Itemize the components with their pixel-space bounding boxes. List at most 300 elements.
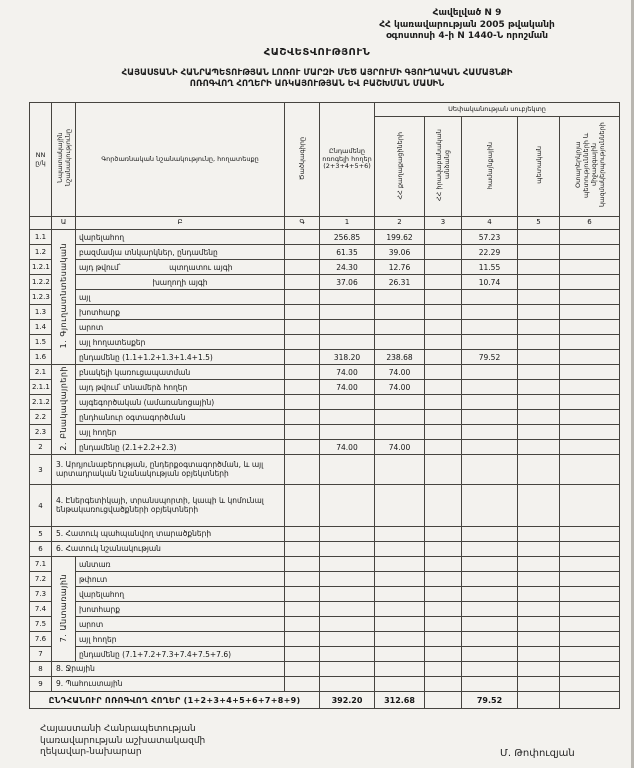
column-letter: 6 <box>560 217 620 230</box>
value-cell <box>560 602 620 617</box>
value-cell <box>425 335 462 350</box>
col-header-code: Ծածկագիրը <box>285 103 320 217</box>
column-letter <box>30 217 52 230</box>
table-body <box>30 230 620 709</box>
value-cell <box>425 290 462 305</box>
column-letter: 1 <box>320 217 375 230</box>
value-cell <box>425 395 462 410</box>
code-cell <box>285 290 320 305</box>
value-cell: 57.23 <box>462 230 518 245</box>
row-label: այլ հողեր <box>76 632 285 647</box>
value-cell <box>425 542 462 557</box>
value-cell: 74.00 <box>375 380 425 395</box>
row-number: 2.3 <box>30 425 52 440</box>
value-cell <box>518 380 560 395</box>
value-cell <box>560 335 620 350</box>
value-cell <box>560 572 620 587</box>
table-row <box>30 230 620 245</box>
table-row <box>30 485 620 527</box>
value-cell <box>560 230 620 245</box>
code-cell <box>285 527 320 542</box>
col-header-functional: Գործառնական նշանակությունը, հողատեսքը <box>76 103 285 217</box>
value-cell: 392.20 <box>320 692 375 709</box>
column-letters-row <box>30 217 620 230</box>
value-cell <box>560 632 620 647</box>
value-cell <box>320 587 375 602</box>
code-cell <box>285 485 320 527</box>
table-row <box>30 647 620 662</box>
value-cell <box>518 245 560 260</box>
signature-name: Մ. Թոփուզյան <box>500 748 575 759</box>
value-cell <box>518 602 560 617</box>
code-cell <box>285 380 320 395</box>
code-cell <box>285 572 320 587</box>
value-cell: 74.00 <box>375 440 425 455</box>
value-cell <box>425 260 462 275</box>
row-label: վարելահող <box>76 230 285 245</box>
table-row <box>30 440 620 455</box>
value-cell: 79.52 <box>462 350 518 365</box>
code-cell <box>285 335 320 350</box>
value-cell <box>462 380 518 395</box>
value-cell <box>320 662 375 677</box>
code-cell <box>285 425 320 440</box>
value-cell <box>560 290 620 305</box>
value-cell <box>425 572 462 587</box>
col-header-state: պետական <box>518 117 560 217</box>
table-row <box>30 260 620 275</box>
value-cell <box>518 410 560 425</box>
value-cell <box>560 320 620 335</box>
value-cell <box>462 305 518 320</box>
value-cell <box>560 380 620 395</box>
col-header-community: համայնքային <box>462 117 518 217</box>
value-cell <box>560 305 620 320</box>
value-cell: 24.30 <box>320 260 375 275</box>
value-cell <box>560 260 620 275</box>
value-cell: 312.68 <box>375 692 425 709</box>
value-cell: 39.06 <box>375 245 425 260</box>
report-subtitle-community: ՀԱՅԱՍՏԱՆԻ ՀԱՆՐԱՊԵՏՈՒԹՅԱՆ ԼՈՌՈՒ ՄԱՐԶԻ ՄԵԾ ԱՅՐՈՒՄԻ ԳՅՈՒՂԱԿԱՆ ՀԱՄԱՅՆՔԻ <box>121 68 513 78</box>
value-cell <box>320 395 375 410</box>
value-cell <box>560 350 620 365</box>
code-cell <box>285 617 320 632</box>
row-label: ընդամենը (7.1+7.2+7.3+7.4+7.5+7.6) <box>76 647 285 662</box>
value-cell <box>518 275 560 290</box>
category-label: 8. Ջրային <box>52 662 285 677</box>
value-cell <box>375 662 425 677</box>
value-cell: 12.76 <box>375 260 425 275</box>
appendix-decree-year: ՀՀ կառավարության 2005 թվականի <box>379 19 555 30</box>
code-cell <box>285 557 320 572</box>
row-label: արոտ <box>76 320 285 335</box>
row-number: 2 <box>30 440 52 455</box>
row-number: 1.6 <box>30 350 52 365</box>
table-row <box>30 410 620 425</box>
value-cell <box>425 245 462 260</box>
value-cell <box>518 395 560 410</box>
value-cell <box>425 455 462 485</box>
value-cell <box>425 587 462 602</box>
value-cell <box>462 647 518 662</box>
code-cell <box>285 440 320 455</box>
value-cell: 74.00 <box>320 365 375 380</box>
value-cell <box>518 290 560 305</box>
section-label: 7. Անտառային <box>59 573 68 643</box>
row-number: 9 <box>30 677 52 692</box>
row-label: ընդամենը (1.1+1.2+1.3+1.4+1.5) <box>76 350 285 365</box>
table-row <box>30 572 620 587</box>
table-row <box>30 602 620 617</box>
value-cell <box>375 677 425 692</box>
row-number: 7 <box>30 647 52 662</box>
row-label: ընդամենը (2.1+2.2+2.3) <box>76 440 285 455</box>
column-letter: 4 <box>462 217 518 230</box>
row-number: 2.2 <box>30 410 52 425</box>
row-number: 1.1 <box>30 230 52 245</box>
value-cell <box>462 290 518 305</box>
value-cell <box>320 410 375 425</box>
table-row <box>30 617 620 632</box>
value-cell <box>375 290 425 305</box>
value-cell <box>375 587 425 602</box>
value-cell <box>560 647 620 662</box>
appendix-number: Հավելված N 9 <box>432 8 502 18</box>
land-report-table <box>29 102 620 709</box>
value-cell <box>320 455 375 485</box>
value-cell <box>462 602 518 617</box>
value-cell <box>560 662 620 677</box>
value-cell <box>320 632 375 647</box>
row-label: վարելահող <box>76 587 285 602</box>
value-cell <box>320 617 375 632</box>
value-cell <box>425 275 462 290</box>
table-row <box>30 425 620 440</box>
value-cell <box>425 230 462 245</box>
value-cell <box>320 527 375 542</box>
value-cell <box>518 587 560 602</box>
table-row <box>30 662 620 677</box>
section-label-cell <box>52 557 76 662</box>
column-letter: 3 <box>425 217 462 230</box>
value-cell: 74.00 <box>375 365 425 380</box>
row-label: բնակելի կառուցապատման <box>76 365 285 380</box>
value-cell <box>560 440 620 455</box>
value-cell <box>518 662 560 677</box>
value-cell <box>462 440 518 455</box>
column-letter: Գ <box>285 217 320 230</box>
value-cell <box>560 587 620 602</box>
row-label: այդ թվում՝ տնամերձ հողեր <box>76 380 285 395</box>
row-label-sub: խաղողի այգի <box>152 277 208 287</box>
value-cell: 26.31 <box>375 275 425 290</box>
row-number: 2.1 <box>30 365 52 380</box>
value-cell <box>518 632 560 647</box>
value-cell <box>462 335 518 350</box>
value-cell <box>560 557 620 572</box>
value-cell <box>425 602 462 617</box>
value-cell <box>560 617 620 632</box>
table-row <box>30 632 620 647</box>
value-cell: 37.06 <box>320 275 375 290</box>
table-row <box>30 335 620 350</box>
value-cell <box>518 320 560 335</box>
value-cell <box>560 245 620 260</box>
value-cell <box>462 542 518 557</box>
value-cell: 199.62 <box>375 230 425 245</box>
row-label: բազմամյա տնկարկներ, ընդամենը <box>76 245 285 260</box>
value-cell: 10.74 <box>462 275 518 290</box>
value-cell <box>320 305 375 320</box>
value-cell <box>425 425 462 440</box>
row-number: 1.2.1 <box>30 260 52 275</box>
row-label-sub: պտղատու այգի <box>169 262 233 272</box>
row-number: 8 <box>30 662 52 677</box>
code-cell <box>285 587 320 602</box>
row-number: 7.2 <box>30 572 52 587</box>
value-cell <box>462 632 518 647</box>
value-cell <box>425 557 462 572</box>
table-row <box>30 305 620 320</box>
table-row <box>30 542 620 557</box>
category-label: 9. Պահուստային <box>52 677 285 692</box>
value-cell <box>462 320 518 335</box>
row-number: 1.2.3 <box>30 290 52 305</box>
section-label-cell <box>52 230 76 365</box>
code-cell <box>285 395 320 410</box>
code-cell <box>285 230 320 245</box>
value-cell <box>425 662 462 677</box>
value-cell <box>560 542 620 557</box>
signatory-line-3: ղեկավար-նախարար <box>40 747 142 757</box>
value-cell: 61.35 <box>320 245 375 260</box>
value-cell <box>375 632 425 647</box>
signatory-line-1: Հայաստանի Հանրապետության <box>40 724 196 734</box>
code-cell <box>285 260 320 275</box>
table-row <box>30 587 620 602</box>
value-cell <box>375 335 425 350</box>
value-cell <box>375 485 425 527</box>
value-cell <box>518 647 560 662</box>
code-cell <box>285 602 320 617</box>
row-number: 1.2.2 <box>30 275 52 290</box>
row-number: 2.1.1 <box>30 380 52 395</box>
value-cell <box>375 557 425 572</box>
table-row <box>30 365 620 380</box>
col-header-total-irrigated: Ընդամենը ոռոգելի հողեր (2+3+4+5+6) <box>320 103 375 217</box>
row-label: այլ հողեր <box>76 425 285 440</box>
value-cell <box>518 260 560 275</box>
row-label: այգեգործական (ամառանոցային) <box>76 395 285 410</box>
value-cell <box>518 527 560 542</box>
value-cell <box>518 542 560 557</box>
col-header-citizens: ՀՀ քաղաքացիների <box>375 117 425 217</box>
value-cell <box>425 632 462 647</box>
table-row <box>30 455 620 485</box>
value-cell: 318.20 <box>320 350 375 365</box>
row-number: 5 <box>30 527 52 542</box>
value-cell <box>462 527 518 542</box>
row-label <box>76 275 285 290</box>
col-header-foreign: Օտարերկրյա պետությունների և միջազգային կազմակերպությունների <box>560 117 620 217</box>
table-row <box>30 290 620 305</box>
section-label-cell <box>52 365 76 455</box>
code-cell <box>285 410 320 425</box>
table-row <box>30 245 620 260</box>
report-title: ՀԱՇՎԵՏՎՈՒԹՅՈՒՆ <box>263 47 371 58</box>
row-number: 3 <box>30 455 52 485</box>
value-cell <box>560 527 620 542</box>
grand-total-label: ԸՆԴՀԱՆՈՒՐ ՈՌՈԳՎՈՂ ՀՈՂԵՐ (1+2+3+4+5+6+7+8+9) <box>30 692 320 709</box>
value-cell <box>518 305 560 320</box>
value-cell <box>425 440 462 455</box>
value-cell <box>425 305 462 320</box>
table-row <box>30 350 620 365</box>
value-cell <box>375 455 425 485</box>
value-cell <box>560 410 620 425</box>
value-cell <box>518 335 560 350</box>
column-letter: Ա <box>52 217 76 230</box>
value-cell <box>425 320 462 335</box>
value-cell <box>462 617 518 632</box>
column-letter: 2 <box>375 217 425 230</box>
row-number: 2.1.2 <box>30 395 52 410</box>
value-cell <box>462 455 518 485</box>
value-cell <box>462 485 518 527</box>
value-cell <box>375 425 425 440</box>
value-cell <box>462 425 518 440</box>
table-row <box>30 320 620 335</box>
table-row <box>30 380 620 395</box>
row-number: 7.1 <box>30 557 52 572</box>
row-label: ընդհանուր օգտագործման <box>76 410 285 425</box>
value-cell <box>425 380 462 395</box>
code-cell <box>285 662 320 677</box>
row-label: խոտհարք <box>76 305 285 320</box>
row-label: խոտհարք <box>76 602 285 617</box>
value-cell <box>518 692 560 709</box>
value-cell <box>375 602 425 617</box>
value-cell <box>518 365 560 380</box>
value-cell <box>518 572 560 587</box>
signatory-block <box>40 724 205 759</box>
value-cell <box>375 305 425 320</box>
table-row <box>30 677 620 692</box>
value-cell <box>462 410 518 425</box>
code-cell <box>285 245 320 260</box>
column-letter: 5 <box>518 217 560 230</box>
table-row <box>30 275 620 290</box>
value-cell <box>320 335 375 350</box>
value-cell <box>518 440 560 455</box>
category-label: 5. Հատուկ պահպանվող տարածքների <box>52 527 285 542</box>
value-cell <box>462 365 518 380</box>
value-cell: 74.00 <box>320 440 375 455</box>
value-cell <box>375 617 425 632</box>
value-cell <box>425 527 462 542</box>
value-cell <box>320 425 375 440</box>
row-label-left: այդ թվում՝ <box>79 262 121 272</box>
row-label <box>76 260 285 275</box>
code-cell <box>285 305 320 320</box>
col-header-ownership-group: Սեփականության սուբյեկտը <box>375 103 620 117</box>
code-cell <box>285 365 320 380</box>
category-label: 6. Հատուկ նշանակության <box>52 542 285 557</box>
table-row <box>30 527 620 542</box>
code-cell <box>285 350 320 365</box>
row-number: 7.3 <box>30 587 52 602</box>
table-container <box>29 102 620 709</box>
value-cell <box>425 692 462 709</box>
table-row <box>30 557 620 572</box>
value-cell <box>518 425 560 440</box>
code-cell <box>285 320 320 335</box>
value-cell <box>375 320 425 335</box>
code-cell <box>285 542 320 557</box>
value-cell <box>320 485 375 527</box>
value-cell <box>425 485 462 527</box>
col-header-purpose: Նպատակային նշանակությունը <box>52 103 76 217</box>
row-number: 1.2 <box>30 245 52 260</box>
value-cell <box>375 572 425 587</box>
value-cell <box>560 455 620 485</box>
col-header-nn: NN ը/կ <box>30 103 52 217</box>
value-cell <box>462 662 518 677</box>
code-cell <box>285 632 320 647</box>
table-total-row <box>30 692 620 709</box>
value-cell <box>320 542 375 557</box>
value-cell <box>425 350 462 365</box>
value-cell <box>320 557 375 572</box>
value-cell <box>518 350 560 365</box>
code-cell <box>285 275 320 290</box>
header-row-top <box>30 103 620 117</box>
row-number: 6 <box>30 542 52 557</box>
category-label: 4. Էներգետիկայի, տրանսպորտի, կապի և կոմունալ ենթակառուցվածքների օբյեկտների <box>52 485 285 527</box>
value-cell <box>375 647 425 662</box>
row-number: 1.5 <box>30 335 52 350</box>
signatory-line-2: կառավարության աշխատակազմի <box>40 735 206 746</box>
code-cell <box>285 455 320 485</box>
value-cell: 256.85 <box>320 230 375 245</box>
value-cell <box>560 692 620 709</box>
value-cell <box>320 677 375 692</box>
value-cell <box>560 425 620 440</box>
row-number: 7.6 <box>30 632 52 647</box>
row-label: այլ հողատեսքեր <box>76 335 285 350</box>
row-number: 4 <box>30 485 52 527</box>
value-cell <box>462 677 518 692</box>
value-cell <box>425 365 462 380</box>
value-cell: 79.52 <box>462 692 518 709</box>
table-row <box>30 395 620 410</box>
value-cell <box>518 455 560 485</box>
value-cell <box>462 587 518 602</box>
value-cell <box>518 230 560 245</box>
row-label: թփուտ <box>76 572 285 587</box>
value-cell <box>560 395 620 410</box>
value-cell <box>320 572 375 587</box>
value-cell <box>518 485 560 527</box>
row-label: անտառ <box>76 557 285 572</box>
value-cell <box>425 677 462 692</box>
row-label: արոտ <box>76 617 285 632</box>
value-cell <box>560 275 620 290</box>
value-cell <box>375 395 425 410</box>
value-cell <box>425 647 462 662</box>
column-letter: Բ <box>76 217 285 230</box>
value-cell <box>518 677 560 692</box>
